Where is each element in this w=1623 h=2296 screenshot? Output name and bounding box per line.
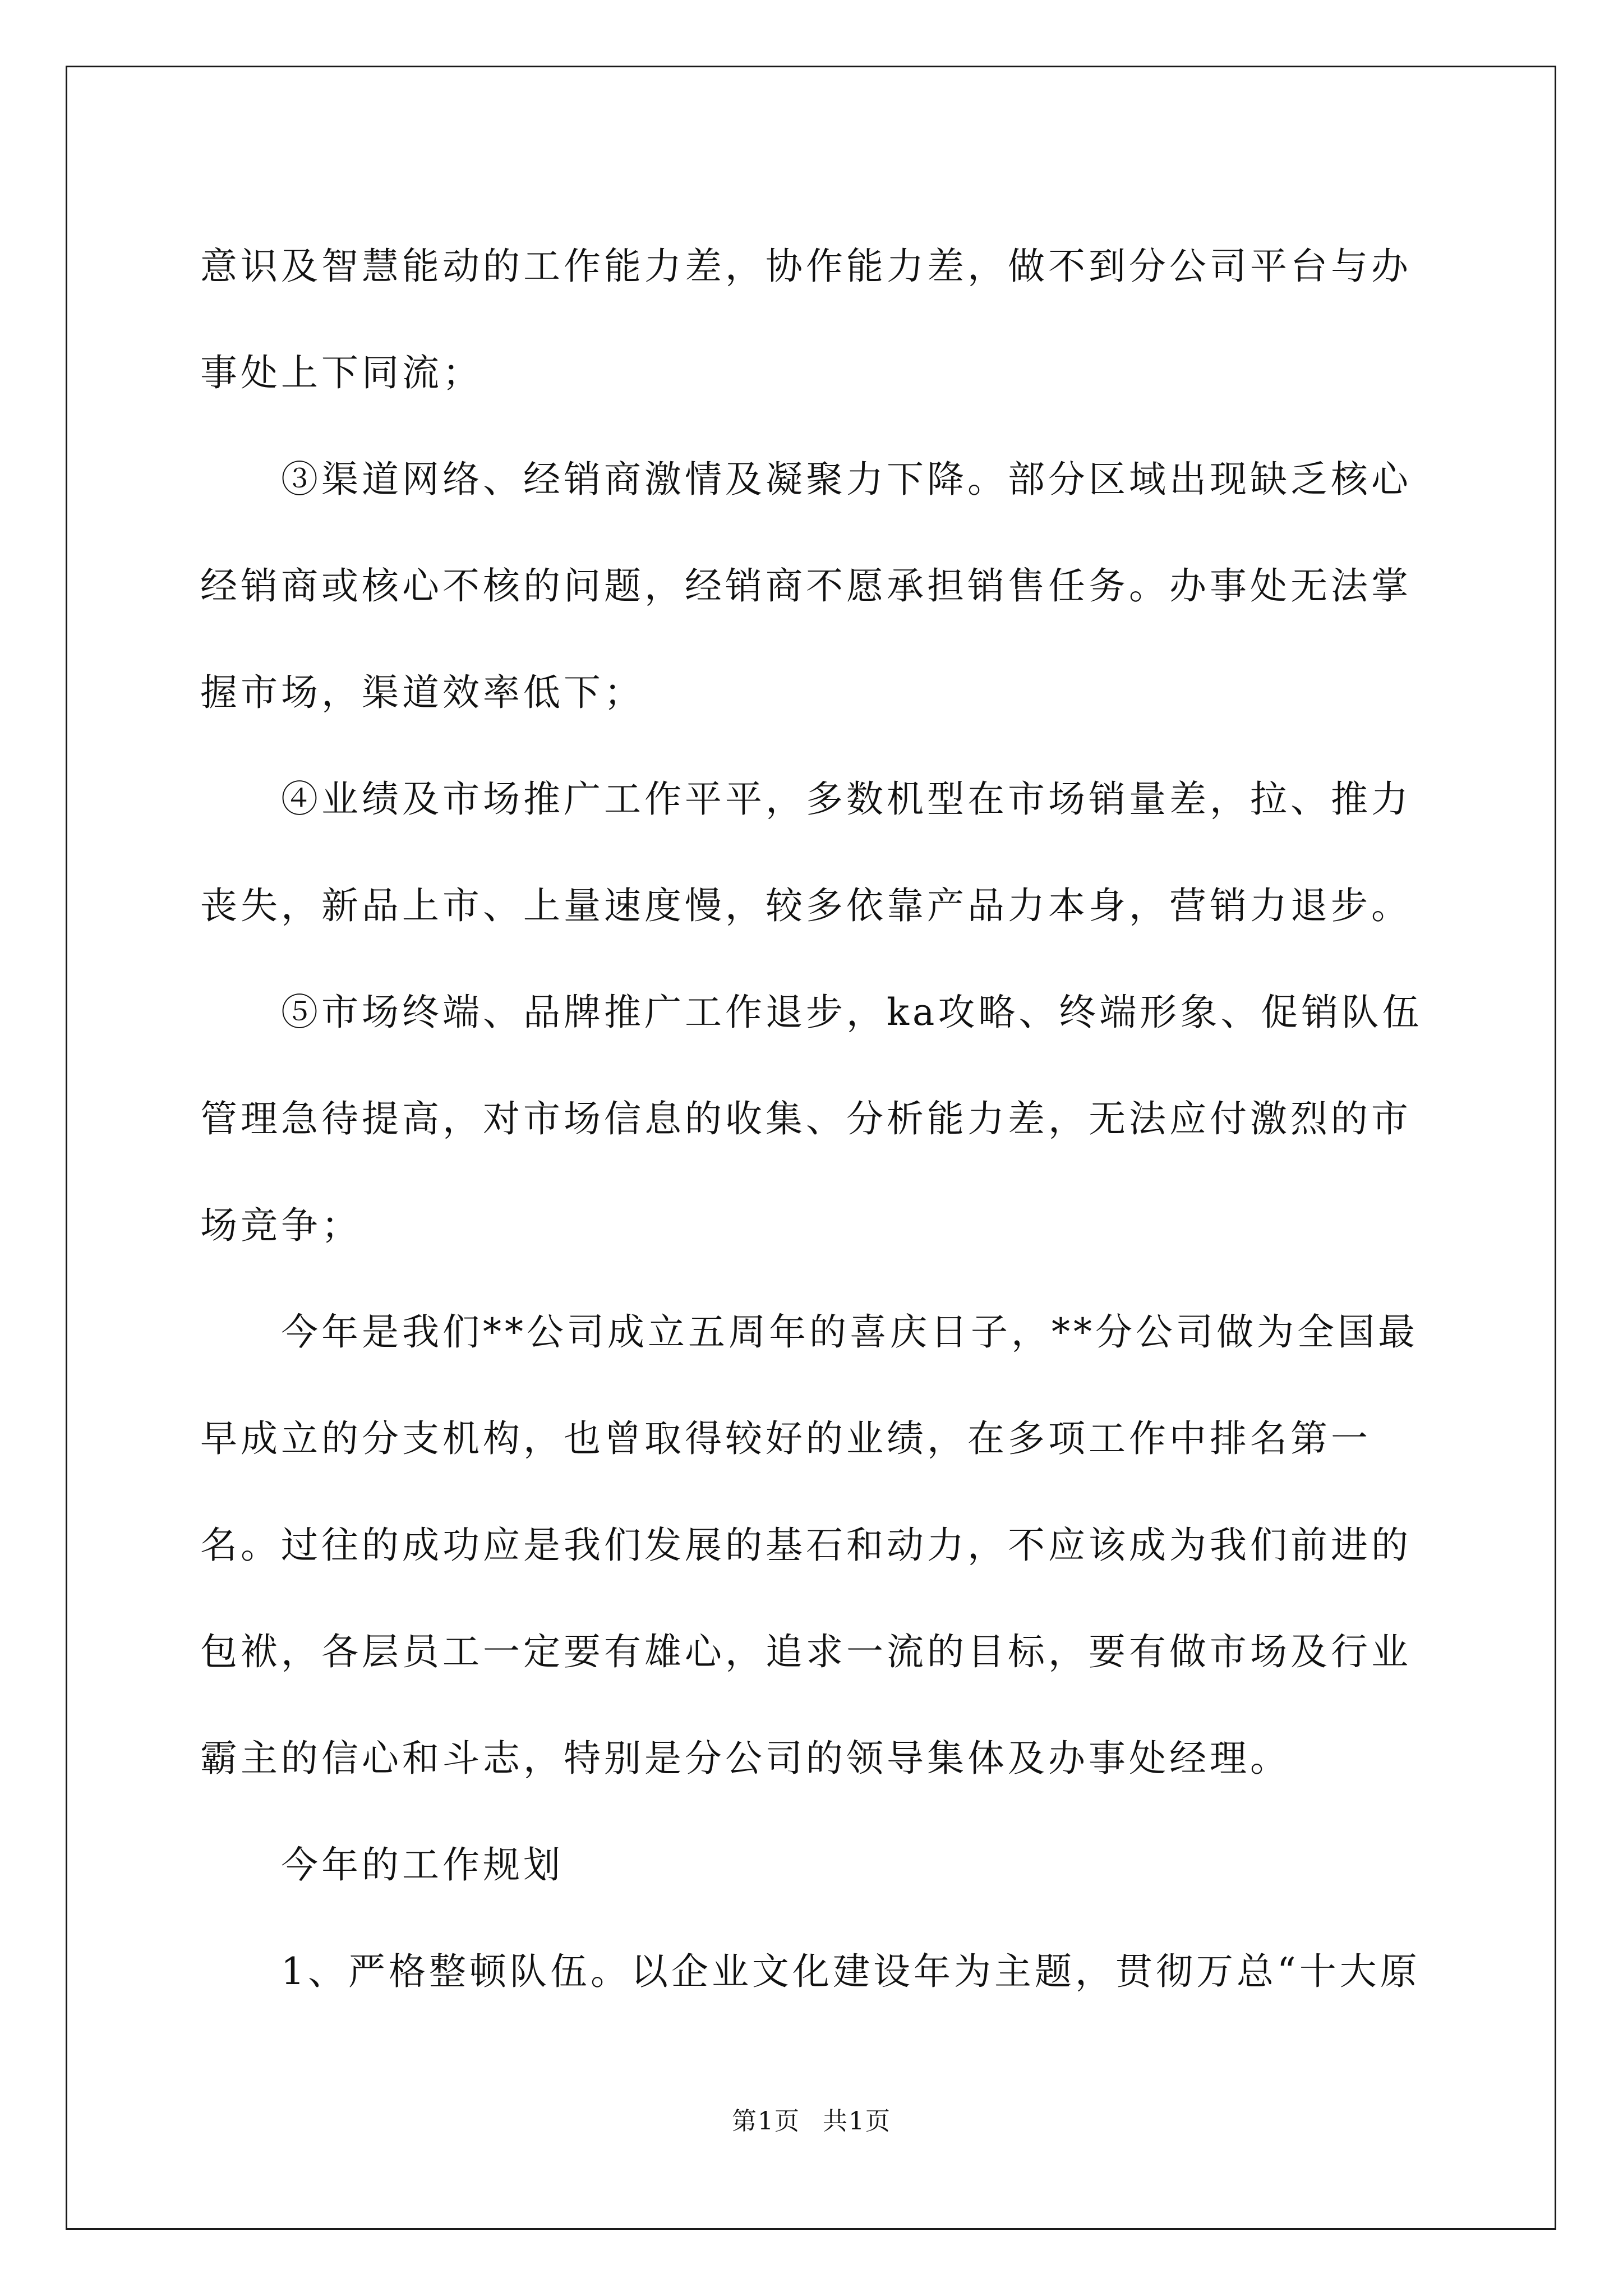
page-number: 第1页: [732, 2107, 800, 2136]
paragraph-3: ④业绩及市场推广工作平平，多数机型在市场销量差，拉、推力丧失，新品上市、上量速度慢，较多依靠产品力本身，营销力退步。: [200, 777, 1412, 927]
document-body: [200, 213, 1434, 2025]
paragraph-4: ⑤市场终端、品牌推广工作退步，ka攻略、终端形象、促销队伍管理急待提高，对市场信息的收集、分析能力差，无法应付激烈的市场竞争；: [200, 991, 1423, 1247]
paragraph-2: ③渠道网络、经销商激情及凝聚力下降。部分区域出现缺乏核心经销商或核心不核的问题，经销商不愿承担销售任务。办事处无法掌握市场，渠道效率低下；: [200, 458, 1412, 714]
section-heading: 今年的工作规划: [281, 1843, 564, 1887]
paragraph-1: 意识及智慧能动的工作能力差，协作能力差，做不到分公司平台与办事处上下同流；: [200, 245, 1412, 394]
page-total: 共1页: [823, 2107, 891, 2136]
page-footer: [0, 2101, 1623, 2137]
paragraph-5: 今年是我们**公司成立五周年的喜庆日子，**分公司做为全国最早成立的分支机构，也曾取得较好的业绩，在多项工作中排名第一名。过往的成功应是我们发展的基石和动力，不应该成为我们前进的包袱，各层员工一定要有雄心，追求一流的目标，要有做市场及行业霸主的信心和斗志，特别是分公司的领导集体及办事处经理。: [200, 1310, 1418, 1780]
paragraph-7: 1、严格整顿队伍。以企业文化建设年为主题，贯彻万总“十大原: [281, 1950, 1421, 1993]
